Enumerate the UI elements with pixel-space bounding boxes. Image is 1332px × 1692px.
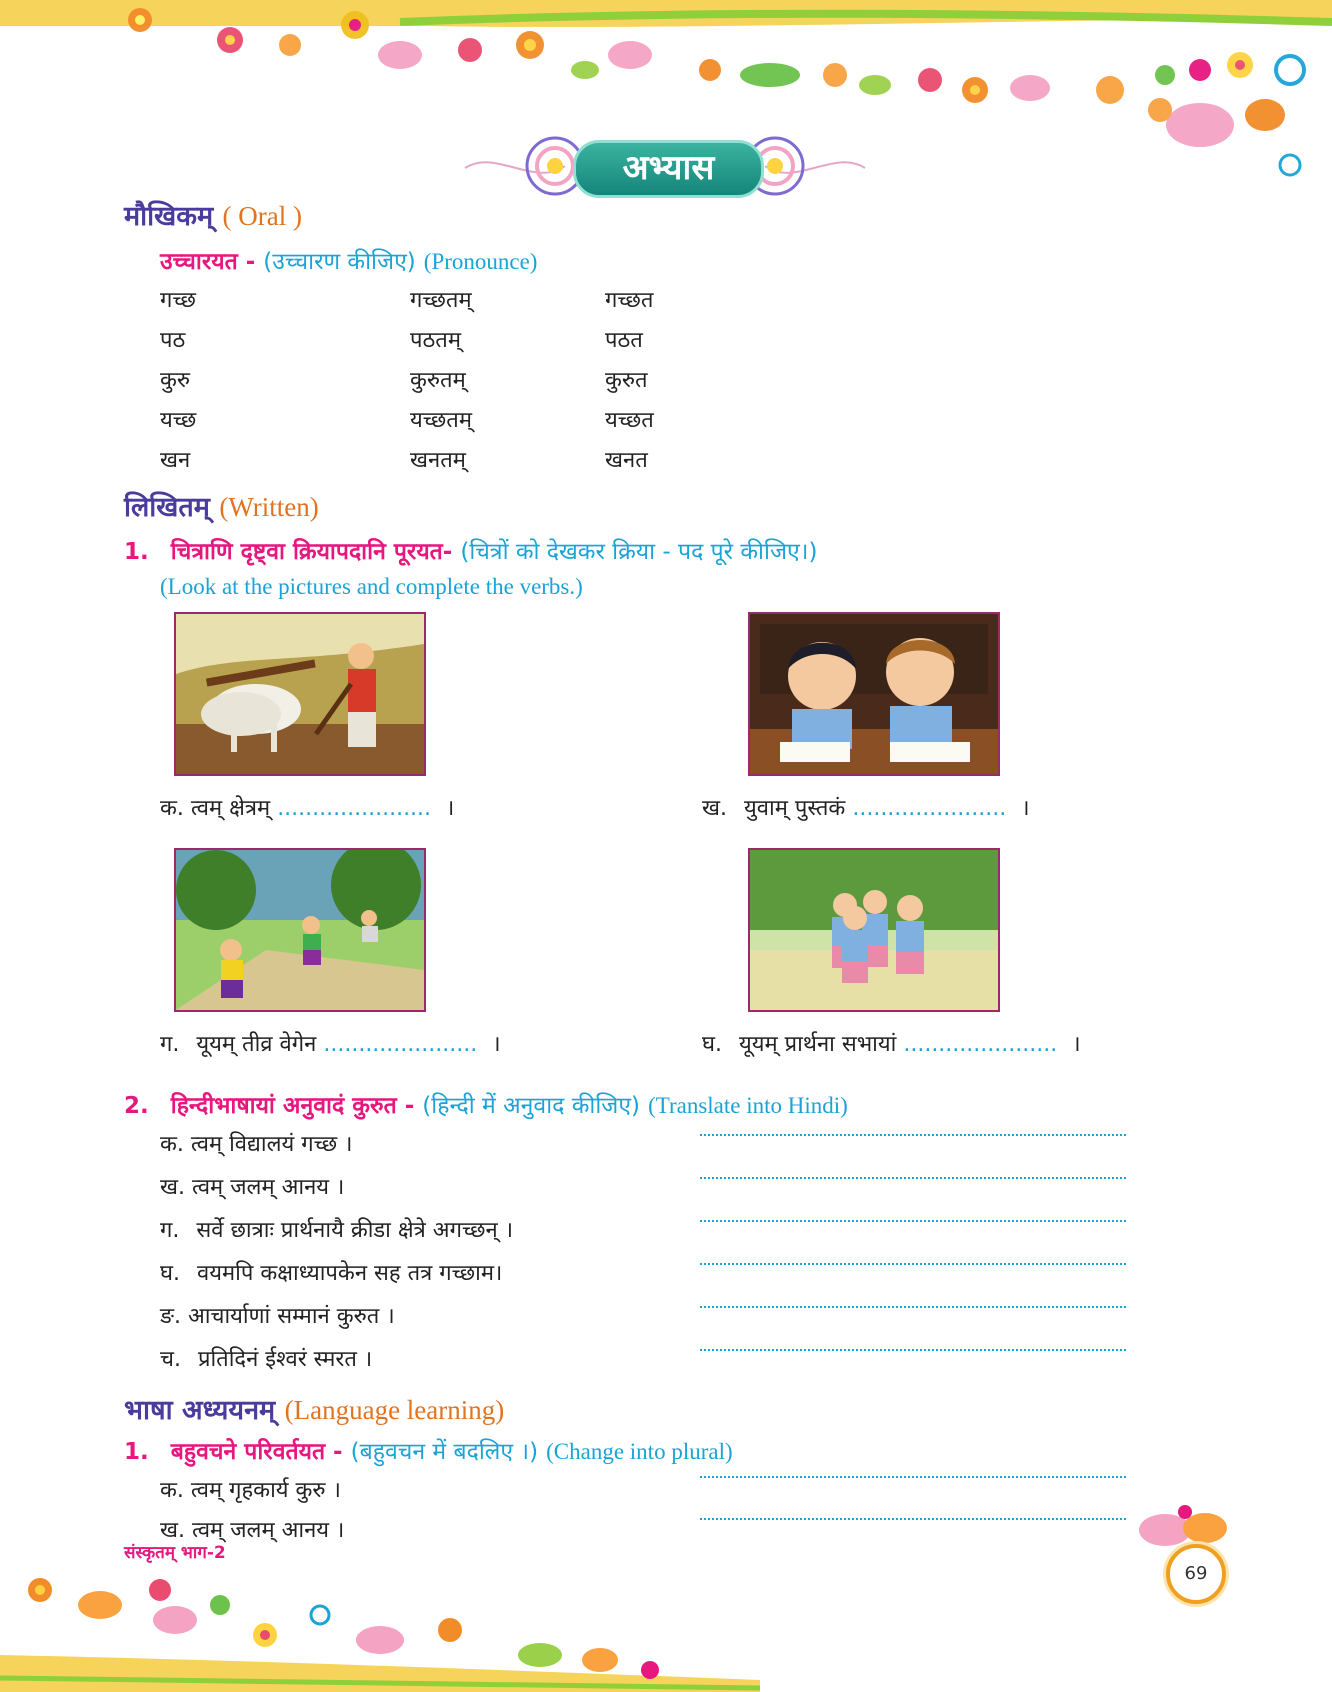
written-heading-hi: लिखितम् xyxy=(124,492,210,523)
lang-q1-instruction-sa: बहुवचने परिवर्तयत - xyxy=(170,1439,343,1465)
picture-boys-reading xyxy=(748,612,1000,776)
lang-q1-item-text: त्वम् जलम् आनय । xyxy=(192,1518,345,1543)
oral-heading xyxy=(124,196,302,233)
oral-instruction-en: (Pronounce) xyxy=(423,249,538,274)
q2-item xyxy=(160,1214,513,1244)
lang-q1-number: 1. xyxy=(124,1439,149,1465)
page-title: अभ्यास xyxy=(573,140,764,198)
q2-item-text: वयमपि कक्षाध्यापकेन सह तत्र गच्छाम। xyxy=(197,1261,503,1286)
oral-word: गच्छ xyxy=(160,288,196,313)
lang-q1-instruction xyxy=(124,1434,733,1466)
written-heading-en: (Written) xyxy=(219,492,319,522)
q1-instruction-english xyxy=(160,574,583,600)
answer-line[interactable] xyxy=(700,1263,1126,1265)
blank-field[interactable]: ...................... xyxy=(903,1032,1058,1057)
oral-word: पठत xyxy=(605,328,643,353)
q2-item-text: त्वम् विद्यालयं गच्छ । xyxy=(190,1132,353,1157)
q1-item-label: ग. xyxy=(160,1032,180,1057)
q2-item xyxy=(160,1128,353,1158)
q1-item xyxy=(160,1028,501,1058)
oral-word: खनत xyxy=(605,448,648,473)
q1-item-label: ख. xyxy=(702,796,727,821)
q2-item-label: घ. xyxy=(160,1261,180,1286)
oral-word: कुरु xyxy=(160,368,191,393)
q1-item xyxy=(160,792,454,822)
q2-item-text: आचार्याणां सम्मानं कुरुत । xyxy=(188,1304,395,1329)
q2-item-text: त्वम् जलम् आनय । xyxy=(192,1175,345,1200)
q1-item-text: यूयम् तीव्र वेगेन xyxy=(196,1032,317,1057)
oral-instruction-hi: (उच्चारण कीजिए) xyxy=(263,249,416,275)
oral-word: यच्छ xyxy=(160,408,197,433)
q1-number: 1. xyxy=(124,539,149,565)
q2-item-label: क. xyxy=(160,1132,184,1157)
oral-word: खनतम् xyxy=(410,448,466,473)
q2-item-label: ख. xyxy=(160,1175,185,1200)
answer-line[interactable] xyxy=(700,1177,1126,1179)
oral-instruction-sa: उच्चारयत - xyxy=(160,249,256,275)
answer-line[interactable] xyxy=(700,1349,1126,1351)
q2-item-text: प्रतिदिनं ईश्वरं स्मरत । xyxy=(197,1347,373,1372)
language-heading-hi: भाषा अध्ययनम् xyxy=(124,1395,276,1426)
q2-instruction-sa: हिन्दीभाषायां अनुवादं कुरुत - xyxy=(170,1093,415,1119)
q1-item xyxy=(702,1028,1081,1058)
language-heading-en: (Language learning) xyxy=(284,1395,505,1425)
q1-item-label: घ. xyxy=(702,1032,722,1057)
q1-item-text: त्वम् क्षेत्रम् xyxy=(190,796,271,821)
oral-heading-hi: मौखिकम् xyxy=(124,201,214,232)
exercise-title-banner xyxy=(455,128,875,204)
oral-word: पठ xyxy=(160,328,186,353)
q2-item-label: ग. xyxy=(160,1218,180,1243)
written-heading xyxy=(124,487,319,524)
q1-item-text: यूयम् प्रार्थना सभायां xyxy=(739,1032,897,1057)
lang-q1-instruction-en: (Change into plural) xyxy=(546,1439,733,1464)
picture-children-praying xyxy=(748,848,1000,1012)
q2-item xyxy=(160,1343,372,1373)
q1-instruction-en: (Look at the pictures and complete the verbs.) xyxy=(160,574,583,599)
blank-field[interactable]: ...................... xyxy=(323,1032,478,1057)
q2-instruction-en: (Translate into Hindi) xyxy=(648,1093,848,1118)
oral-word: यच्छत xyxy=(605,408,654,433)
lang-q1-item-label: ख. xyxy=(160,1518,185,1543)
q1-item-end: । xyxy=(1072,1032,1081,1057)
q2-instruction-hi: (हिन्दी में अनुवाद कीजिए) xyxy=(422,1093,641,1119)
oral-word: पठतम् xyxy=(410,328,461,353)
q1-instruction-sa: चित्राणि दृष्ट्वा क्रियापदानि पूरयत- xyxy=(170,539,453,565)
oral-word: कुरुत xyxy=(605,368,648,393)
q2-instruction xyxy=(124,1088,848,1120)
q1-item-label: क. xyxy=(160,796,184,821)
blank-field[interactable]: ...................... xyxy=(852,796,1007,821)
oral-instruction xyxy=(160,244,537,276)
q2-item xyxy=(160,1171,344,1201)
q2-item xyxy=(160,1257,502,1287)
oral-word: यच्छतम् xyxy=(410,408,472,433)
oral-word: गच्छत xyxy=(605,288,654,313)
q2-item xyxy=(160,1300,395,1330)
q1-item-end: । xyxy=(1021,796,1030,821)
oral-word: कुरुतम् xyxy=(410,368,466,393)
lang-q1-item xyxy=(160,1474,341,1504)
answer-line[interactable] xyxy=(700,1134,1126,1136)
q1-item-end: । xyxy=(446,796,455,821)
q1-item-text: युवाम् पुस्तकं xyxy=(744,796,846,821)
q1-instruction-hi: (चित्रों को देखकर क्रिया - पद पूरे कीजिए।) xyxy=(460,539,818,565)
answer-line[interactable] xyxy=(700,1220,1126,1222)
lang-q1-item-text: त्वम् गृहकार्य कुरु । xyxy=(190,1478,341,1503)
book-title: संस्कृतम् भाग-2 xyxy=(124,1543,226,1563)
q2-item-label: च. xyxy=(160,1347,181,1372)
answer-line[interactable] xyxy=(700,1476,1126,1478)
lang-q1-instruction-hi: (बहुवचन में बदलिए ।) xyxy=(350,1439,539,1465)
lang-q1-item-label: क. xyxy=(160,1478,184,1503)
q1-item xyxy=(702,792,1030,822)
oral-word: गच्छतम् xyxy=(410,288,472,313)
oral-heading-en: ( Oral ) xyxy=(222,201,302,231)
language-heading xyxy=(124,1390,504,1427)
answer-line[interactable] xyxy=(700,1518,1126,1520)
page-number: 69 xyxy=(1166,1544,1226,1604)
q2-number: 2. xyxy=(124,1093,149,1119)
q2-item-text: सर्वे छात्राः प्रार्थनायै क्रीडा क्षेत्रे अगच्छन् । xyxy=(196,1218,514,1243)
q2-item-label: ङ. xyxy=(160,1304,182,1329)
picture-children-running xyxy=(174,848,426,1012)
bottom-floral-border xyxy=(0,1560,1332,1692)
q1-instruction xyxy=(124,534,817,566)
blank-field[interactable]: ...................... xyxy=(277,796,432,821)
oral-word: खन xyxy=(160,448,191,473)
picture-farmer-ploughing xyxy=(174,612,426,776)
answer-line[interactable] xyxy=(700,1306,1126,1308)
q1-item-end: । xyxy=(492,1032,501,1057)
